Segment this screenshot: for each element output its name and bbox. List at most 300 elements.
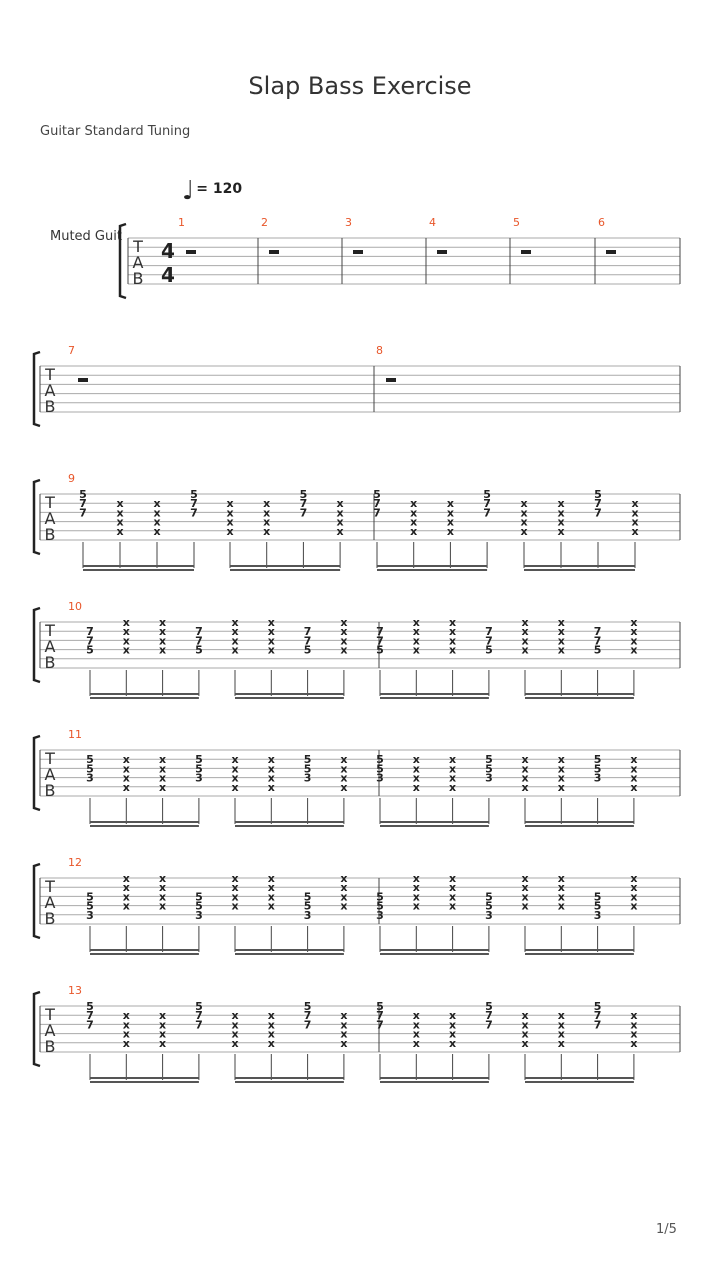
dead-note: x <box>340 872 348 885</box>
fret-number: 7 <box>373 497 381 511</box>
dead-note: x <box>410 524 418 538</box>
dead-note: x <box>449 771 457 785</box>
fret-number: 5 <box>373 488 381 501</box>
dead-note: x <box>449 1027 457 1041</box>
dead-note: x <box>340 899 348 913</box>
tempo-value: = 120 <box>196 181 243 197</box>
dead-note: x <box>631 524 639 538</box>
time-signature-bottom: 4 <box>161 263 175 287</box>
fret-number: 7 <box>86 1009 94 1023</box>
fret-number: 7 <box>195 1009 203 1023</box>
bar-number: 13 <box>68 984 82 997</box>
dead-note: x <box>336 506 344 520</box>
dead-note: x <box>557 881 565 895</box>
fret-number: 5 <box>86 1000 94 1013</box>
dead-note: x <box>521 899 529 913</box>
dead-note: x <box>446 515 454 529</box>
dead-note: x <box>263 506 271 520</box>
fret-number: 3 <box>86 908 94 922</box>
fret-number: 5 <box>195 643 203 657</box>
dead-note: x <box>446 497 454 511</box>
fret-number: 5 <box>485 899 493 913</box>
dead-note: x <box>557 524 565 538</box>
dead-note: x <box>122 881 130 895</box>
tab-clef-a: A <box>44 509 56 528</box>
dead-note: x <box>557 515 565 529</box>
system-bracket <box>120 224 126 298</box>
dead-note: x <box>557 753 565 767</box>
fret-number: 5 <box>303 753 312 767</box>
bar-number: 12 <box>68 856 82 869</box>
fret-number: 7 <box>86 634 94 648</box>
tab-clef-t: T <box>45 877 55 896</box>
fret-number: 7 <box>303 625 312 639</box>
dead-note: x <box>159 625 167 639</box>
dead-note: x <box>521 1009 529 1023</box>
fret-number: 5 <box>86 899 94 913</box>
dead-note: x <box>557 899 565 913</box>
page-number: 1/5 <box>656 1222 677 1237</box>
dead-note: x <box>449 899 457 913</box>
fret-number: 7 <box>376 625 384 639</box>
fret-number: 5 <box>593 1000 602 1013</box>
fret-number: 5 <box>485 762 493 776</box>
dead-note: x <box>159 1036 167 1050</box>
dead-note: x <box>159 872 167 885</box>
dead-note: x <box>521 625 529 639</box>
dead-note: x <box>231 625 239 639</box>
dead-note: x <box>630 899 638 913</box>
dead-note: x <box>267 1036 275 1050</box>
dead-note: x <box>267 616 275 629</box>
dead-note: x <box>122 1018 130 1032</box>
tab-clef-b: B <box>44 525 56 544</box>
dead-note: x <box>449 872 457 885</box>
fret-number: 7 <box>299 506 308 520</box>
fret-number: 5 <box>190 488 198 501</box>
dead-note: x <box>116 524 124 538</box>
dead-note: x <box>521 643 529 657</box>
dead-note: x <box>122 1036 130 1050</box>
dead-note: x <box>226 524 234 538</box>
tuning-label: Guitar Standard Tuning <box>40 124 191 139</box>
fret-number: 7 <box>376 1018 384 1032</box>
dead-note: x <box>630 890 638 904</box>
dead-note: x <box>449 780 457 794</box>
dead-note: x <box>159 634 167 648</box>
fret-number: 5 <box>195 1000 203 1013</box>
dead-note: x <box>226 506 234 520</box>
fret-number: 5 <box>303 643 312 657</box>
dead-note: x <box>630 625 638 639</box>
bar-number: 3 <box>345 216 352 229</box>
dead-note: x <box>412 872 420 885</box>
fret-number: 5 <box>303 899 312 913</box>
dead-note: x <box>340 762 348 776</box>
tab-clef-a: A <box>132 253 144 272</box>
dead-note: x <box>557 506 565 520</box>
fret-number: 3 <box>195 771 203 785</box>
fret-number: 3 <box>593 771 602 785</box>
bar-number: 9 <box>68 472 75 485</box>
dead-note: x <box>267 753 275 767</box>
dead-note: x <box>122 890 130 904</box>
fret-number: 3 <box>376 771 384 785</box>
bar-number: 5 <box>513 216 520 229</box>
fret-number: 7 <box>485 625 493 639</box>
dead-note: x <box>340 643 348 657</box>
dead-note: x <box>122 872 130 885</box>
fret-number: 7 <box>485 634 493 648</box>
dead-note: x <box>231 881 239 895</box>
dead-note: x <box>116 506 124 520</box>
bar-number: 1 <box>178 216 185 229</box>
dead-note: x <box>336 524 344 538</box>
dead-note: x <box>412 753 420 767</box>
dead-note: x <box>449 753 457 767</box>
fret-number: 7 <box>593 625 602 639</box>
dead-note: x <box>122 625 130 639</box>
dead-note: x <box>557 872 565 885</box>
dead-note: x <box>263 515 271 529</box>
fret-number: 5 <box>483 488 491 501</box>
fret-number: 5 <box>376 899 384 913</box>
dead-note: x <box>340 753 348 767</box>
dead-note: x <box>267 1009 275 1023</box>
dead-note: x <box>340 1036 348 1050</box>
dead-note: x <box>267 625 275 639</box>
dead-note: x <box>159 899 167 913</box>
fret-number: 7 <box>190 497 198 511</box>
dead-note: x <box>449 1036 457 1050</box>
dead-note: x <box>122 780 130 794</box>
whole-rest <box>386 378 396 382</box>
dead-note: x <box>340 634 348 648</box>
bar-number: 8 <box>376 344 383 357</box>
fret-number: 5 <box>485 1000 493 1013</box>
dead-note: x <box>521 771 529 785</box>
dead-note: x <box>267 1027 275 1041</box>
dead-note: x <box>557 643 565 657</box>
dead-note: x <box>412 643 420 657</box>
fret-number: 5 <box>299 488 308 501</box>
fret-number: 5 <box>303 890 312 904</box>
fret-number: 7 <box>376 634 384 648</box>
tab-clef-b: B <box>44 781 56 800</box>
fret-number: 5 <box>376 762 384 776</box>
fret-number: 3 <box>485 771 493 785</box>
fret-number: 7 <box>195 625 203 639</box>
dead-note: x <box>521 881 529 895</box>
dead-note: x <box>231 780 239 794</box>
dead-note: x <box>449 643 457 657</box>
dead-note: x <box>630 1009 638 1023</box>
fret-number: 7 <box>299 497 308 511</box>
dead-note: x <box>630 643 638 657</box>
dead-note: x <box>267 872 275 885</box>
dead-note: x <box>446 506 454 520</box>
dead-note: x <box>449 890 457 904</box>
dead-note: x <box>153 506 161 520</box>
dead-note: x <box>226 497 234 511</box>
dead-note: x <box>412 1009 420 1023</box>
fret-number: 7 <box>485 1009 493 1023</box>
dead-note: x <box>122 899 130 913</box>
fret-number: 5 <box>593 762 602 776</box>
dead-note: x <box>116 497 124 511</box>
dead-note: x <box>630 1027 638 1041</box>
dead-note: x <box>520 524 528 538</box>
time-signature-top: 4 <box>161 239 175 263</box>
fret-number: 7 <box>483 497 491 511</box>
fret-number: 7 <box>79 497 87 511</box>
dead-note: x <box>412 616 420 629</box>
dead-note: x <box>410 515 418 529</box>
fret-number: 3 <box>195 908 203 922</box>
dead-note: x <box>231 872 239 885</box>
dead-note: x <box>231 1027 239 1041</box>
dead-note: x <box>557 1018 565 1032</box>
dead-note: x <box>153 524 161 538</box>
dead-note: x <box>122 616 130 629</box>
dead-note: x <box>412 780 420 794</box>
dead-note: x <box>340 625 348 639</box>
fret-number: 7 <box>195 634 203 648</box>
fret-number: 5 <box>376 643 384 657</box>
score-title: Slap Bass Exercise <box>248 72 472 100</box>
tab-clef-a: A <box>44 381 56 400</box>
dead-note: x <box>231 762 239 776</box>
dead-note: x <box>521 753 529 767</box>
tab-clef-t: T <box>45 365 55 384</box>
whole-rest <box>353 250 363 254</box>
dead-note: x <box>557 1027 565 1041</box>
tab-clef-a: A <box>44 637 56 656</box>
fret-number: 5 <box>593 753 602 767</box>
dead-note: x <box>520 497 528 511</box>
dead-note: x <box>521 1036 529 1050</box>
fret-number: 7 <box>79 506 87 520</box>
dead-note: x <box>412 1018 420 1032</box>
tab-clef-t: T <box>45 493 55 512</box>
fret-number: 5 <box>376 1000 384 1013</box>
bar-number: 11 <box>68 728 82 741</box>
tab-clef-a: A <box>44 765 56 784</box>
dead-note: x <box>557 771 565 785</box>
tab-clef-t: T <box>45 749 55 768</box>
system-bracket <box>34 608 40 682</box>
dead-note: x <box>521 872 529 885</box>
fret-number: 5 <box>593 890 602 904</box>
dead-note: x <box>412 762 420 776</box>
fret-number: 5 <box>593 643 602 657</box>
tab-clef-t: T <box>45 1005 55 1024</box>
dead-note: x <box>159 881 167 895</box>
dead-note: x <box>231 1009 239 1023</box>
dead-note: x <box>449 1018 457 1032</box>
fret-number: 5 <box>485 753 493 767</box>
dead-note: x <box>267 881 275 895</box>
dead-note: x <box>412 881 420 895</box>
dead-note: x <box>267 890 275 904</box>
bar-number: 10 <box>68 600 82 613</box>
dead-note: x <box>122 634 130 648</box>
tab-clef-b: B <box>44 397 56 416</box>
dead-note: x <box>231 643 239 657</box>
fret-number: 7 <box>195 1018 203 1032</box>
fret-number: 5 <box>303 762 312 776</box>
dead-note: x <box>340 780 348 794</box>
fret-number: 5 <box>195 762 203 776</box>
dead-note: x <box>557 497 565 511</box>
fret-number: 3 <box>593 908 602 922</box>
dead-note: x <box>231 771 239 785</box>
dead-note: x <box>159 780 167 794</box>
dead-note: x <box>231 616 239 629</box>
dead-note: x <box>630 762 638 776</box>
dead-note: x <box>340 881 348 895</box>
dead-note: x <box>630 780 638 794</box>
dead-note: x <box>557 1036 565 1050</box>
dead-note: x <box>557 616 565 629</box>
dead-note: x <box>122 762 130 776</box>
fret-number: 5 <box>86 762 94 776</box>
dead-note: x <box>412 890 420 904</box>
system-bracket <box>34 352 40 426</box>
dead-note: x <box>449 625 457 639</box>
dead-note: x <box>122 1027 130 1041</box>
dead-note: x <box>557 1009 565 1023</box>
fret-number: 5 <box>79 488 87 501</box>
dead-note: x <box>557 890 565 904</box>
dead-note: x <box>153 497 161 511</box>
dead-note: x <box>521 780 529 794</box>
dead-note: x <box>521 616 529 629</box>
fret-number: 7 <box>593 1009 602 1023</box>
whole-rest <box>186 250 196 254</box>
whole-rest <box>606 250 616 254</box>
dead-note: x <box>159 771 167 785</box>
dead-note: x <box>521 634 529 648</box>
fret-number: 5 <box>86 753 94 767</box>
fret-number: 7 <box>483 506 491 520</box>
dead-note: x <box>631 497 639 511</box>
fret-number: 7 <box>593 1018 602 1032</box>
dead-note: x <box>521 1027 529 1041</box>
dead-note: x <box>630 616 638 629</box>
whole-rest <box>78 378 88 382</box>
dead-note: x <box>231 1018 239 1032</box>
fret-number: 5 <box>86 890 94 904</box>
dead-note: x <box>449 762 457 776</box>
dead-note: x <box>340 1027 348 1041</box>
fret-number: 5 <box>86 643 94 657</box>
dead-note: x <box>412 899 420 913</box>
dead-note: x <box>231 1036 239 1050</box>
dead-note: x <box>340 1009 348 1023</box>
fret-number: 7 <box>190 506 198 520</box>
dead-note: x <box>159 1018 167 1032</box>
dead-note: x <box>630 1018 638 1032</box>
system-bracket <box>34 992 40 1066</box>
dead-note: x <box>521 762 529 776</box>
fret-number: 5 <box>594 488 602 501</box>
dead-note: x <box>630 634 638 648</box>
fret-number: 7 <box>373 506 381 520</box>
dead-note: x <box>520 515 528 529</box>
dead-note: x <box>263 497 271 511</box>
dead-note: x <box>449 881 457 895</box>
dead-note: x <box>231 890 239 904</box>
dead-note: x <box>159 643 167 657</box>
fret-number: 7 <box>593 634 602 648</box>
system-bracket <box>34 736 40 810</box>
dead-note: x <box>340 616 348 629</box>
dead-note: x <box>159 753 167 767</box>
fret-number: 5 <box>195 890 203 904</box>
fret-number: 7 <box>86 1018 94 1032</box>
bar-number: 2 <box>261 216 268 229</box>
dead-note: x <box>159 1027 167 1041</box>
tab-clef-a: A <box>44 893 56 912</box>
tab-clef-b: B <box>44 653 56 672</box>
dead-note: x <box>267 1018 275 1032</box>
dead-note: x <box>521 890 529 904</box>
dead-note: x <box>231 753 239 767</box>
dead-note: x <box>116 515 124 529</box>
dead-note: x <box>231 899 239 913</box>
dead-note: x <box>410 497 418 511</box>
whole-rest <box>521 250 531 254</box>
dead-note: x <box>159 762 167 776</box>
fret-number: 7 <box>594 497 602 511</box>
tab-clef-t: T <box>45 621 55 640</box>
dead-note: x <box>122 1009 130 1023</box>
fret-number: 5 <box>195 899 203 913</box>
dead-note: x <box>521 1018 529 1032</box>
dead-note: x <box>336 515 344 529</box>
dead-note: x <box>267 771 275 785</box>
dead-note: x <box>557 762 565 776</box>
dead-note: x <box>226 515 234 529</box>
fret-number: 7 <box>485 1018 493 1032</box>
tab-clef-b: B <box>44 1037 56 1056</box>
fret-number: 7 <box>376 1009 384 1023</box>
fret-number: 5 <box>485 643 493 657</box>
tab-clef-b: B <box>44 909 56 928</box>
fret-number: 3 <box>86 771 94 785</box>
fret-number: 7 <box>303 1018 312 1032</box>
dead-note: x <box>630 771 638 785</box>
dead-note: x <box>631 506 639 520</box>
quarter-note-icon: ♩ <box>182 176 195 206</box>
whole-rest <box>437 250 447 254</box>
fret-number: 5 <box>376 753 384 767</box>
dead-note: x <box>263 524 271 538</box>
fret-number: 5 <box>195 753 203 767</box>
dead-note: x <box>557 625 565 639</box>
dead-note: x <box>449 616 457 629</box>
dead-note: x <box>267 780 275 794</box>
tab-clef-b: B <box>132 269 144 288</box>
dead-note: x <box>412 634 420 648</box>
dead-note: x <box>412 625 420 639</box>
fret-number: 3 <box>376 908 384 922</box>
fret-number: 5 <box>303 1000 312 1013</box>
dead-note: x <box>630 753 638 767</box>
tab-clef-t: T <box>133 237 143 256</box>
fret-number: 5 <box>593 899 602 913</box>
